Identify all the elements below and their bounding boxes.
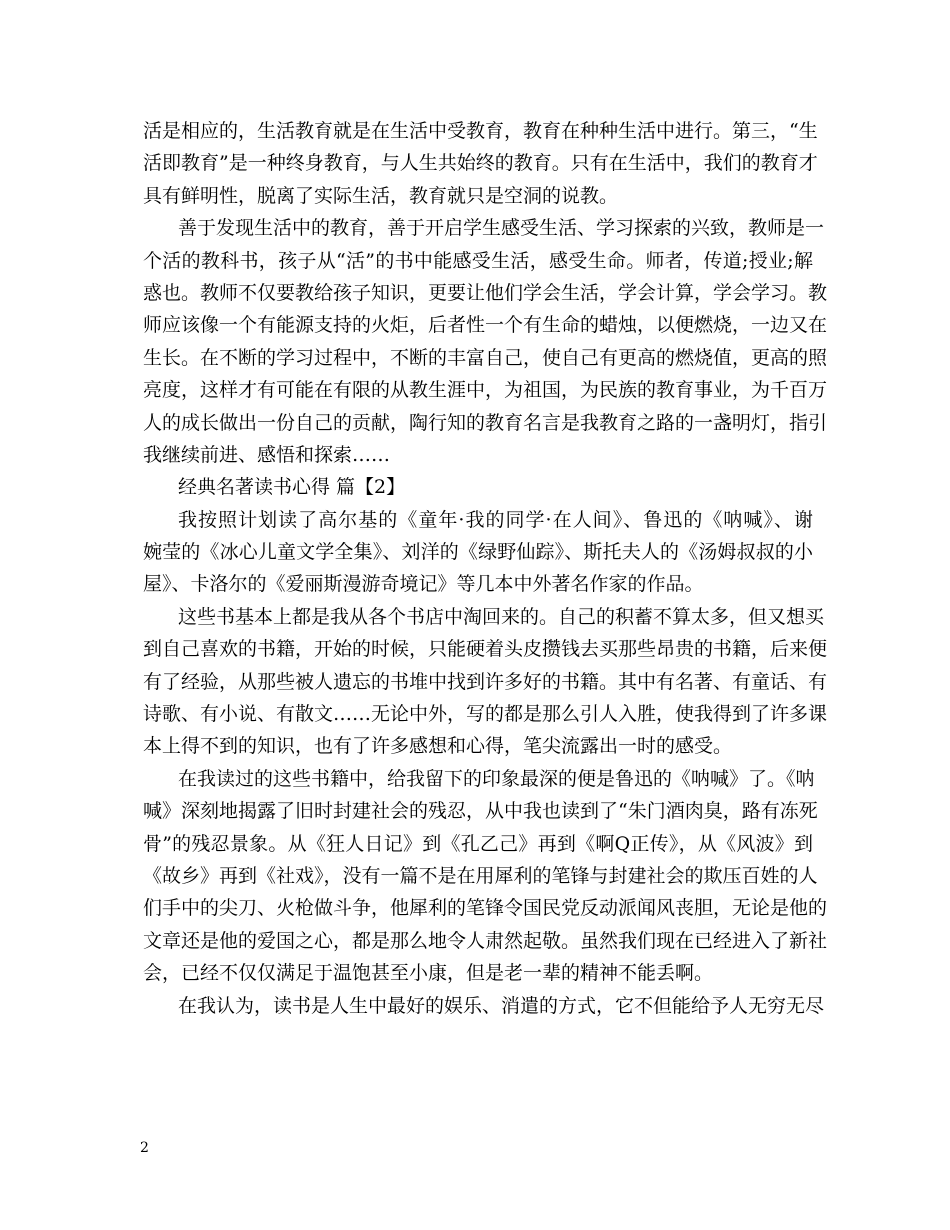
text-line: 人的成长做出一份自己的贡献，陶行知的教育名言是我教育之路的一盏明灯，指引 <box>143 411 828 434</box>
text-line: 骨”的残忍景象。从《狂人日记》到《孔乙己》再到《啊Q正传》，从《风波》到 <box>143 832 813 855</box>
text-line: 在我读过的这些书籍中，给我留下的印象最深的便是鲁迅的《呐喊》了。《呐 <box>178 767 815 790</box>
text-line: 屋》、卡洛尔的《爱丽斯漫游奇境记》等几本中外著名作家的作品。 <box>143 573 704 596</box>
text-line: 喊》深刻地揭露了旧时封建社会的残忍，从中我也读到了“朱门酒肉臭，路有冻死 <box>143 800 818 823</box>
text-line: 生长。在不断的学习过程中，不断的丰富自己，使自己有更高的燃烧值，更高的照 <box>143 346 828 369</box>
text-line: 师应该像一个有能源支持的火炬，后者性一个有生命的蜡烛，以便燃烧，一边又在 <box>143 314 828 337</box>
text-line: 婉莹的《冰心儿童文学全集》、刘洋的《绿野仙踪》、斯托夫人的《汤姆叔叔的小 <box>143 541 813 564</box>
text-line: 本上得不到的知识，也有了许多感想和心得，笔尖流露出一时的感受。 <box>143 735 733 758</box>
page-number: 2 <box>140 1140 149 1156</box>
text-line: 这些书基本上都是我从各个书店中淘回来的。自己的积蓄不算太多，但又想买 <box>178 605 825 628</box>
text-line: 个活的教科书，孩子从“活”的书中能感受生活，感受生命。师者，传道;授业;解 <box>143 249 813 272</box>
text-line: 会，已经不仅仅满足于温饱甚至小康，但是老一辈的精神不能丢啊。 <box>143 962 714 985</box>
text-line: 活是相应的，生活教育就是在生活中受教育，教育在种种生活中进行。第三，“生 <box>143 120 818 142</box>
text-line: 《故乡》再到《社戏》，没有一篇不是在用犀利的笔锋与封建社会的欺压百姓的人 <box>143 864 818 887</box>
text-line: 诗歌、有小说、有散文……无论中外，写的都是那么引人入胜，使我得到了许多课 <box>143 703 828 726</box>
text-line: 到自己喜欢的书籍，开始的时候，只能硬着头皮攒钱去买那些昂贵的书籍，后来便 <box>143 638 828 661</box>
text-line: 善于发现生活中的教育，善于开启学生感受生活、学习探索的兴致，教师是一 <box>178 217 825 240</box>
text-line: 们手中的尖刀、火枪做斗争，他犀利的笔锋令国民党反动派闻风丧胆，无论是他的 <box>143 897 828 920</box>
text-line: 在我认为，读书是人生中最好的娱乐、消遣的方式，它不但能给予人无穷无尽 <box>178 994 825 1017</box>
body-text <box>143 115 828 1022</box>
text-line: 具有鲜明性，脱离了实际生活，教育就只是空洞的说教。 <box>143 184 619 207</box>
text-line: 我按照计划读了高尔基的《童年·我的同学·在人间》、鲁迅的《呐喊》、谢 <box>178 508 813 531</box>
text-line: 活即教育”是一种终身教育，与人生共始终的教育。只有在生活中，我们的教育才 <box>143 152 818 175</box>
text-line: 有了经验，从那些被人遗忘的书堆中找到许多好的书籍。其中有名著、有童话、有 <box>143 670 828 693</box>
text-line: 惑也。教师不仅要教给孩子知识，更要让他们学会生活，学会计算，学会学习。教 <box>143 281 828 304</box>
text-line: 文章还是他的爱国之心，都是那么地令人肃然起敬。虽然我们现在已经进入了新社 <box>143 929 828 952</box>
section-heading: 经典名著读书心得 篇【2】 <box>178 476 406 499</box>
text-line: 亮度，这样才有可能在有限的从教生涯中，为祖国，为民族的教育事业，为千百万 <box>143 379 828 402</box>
text-line: 我继续前进、感悟和探索…… <box>143 443 391 466</box>
